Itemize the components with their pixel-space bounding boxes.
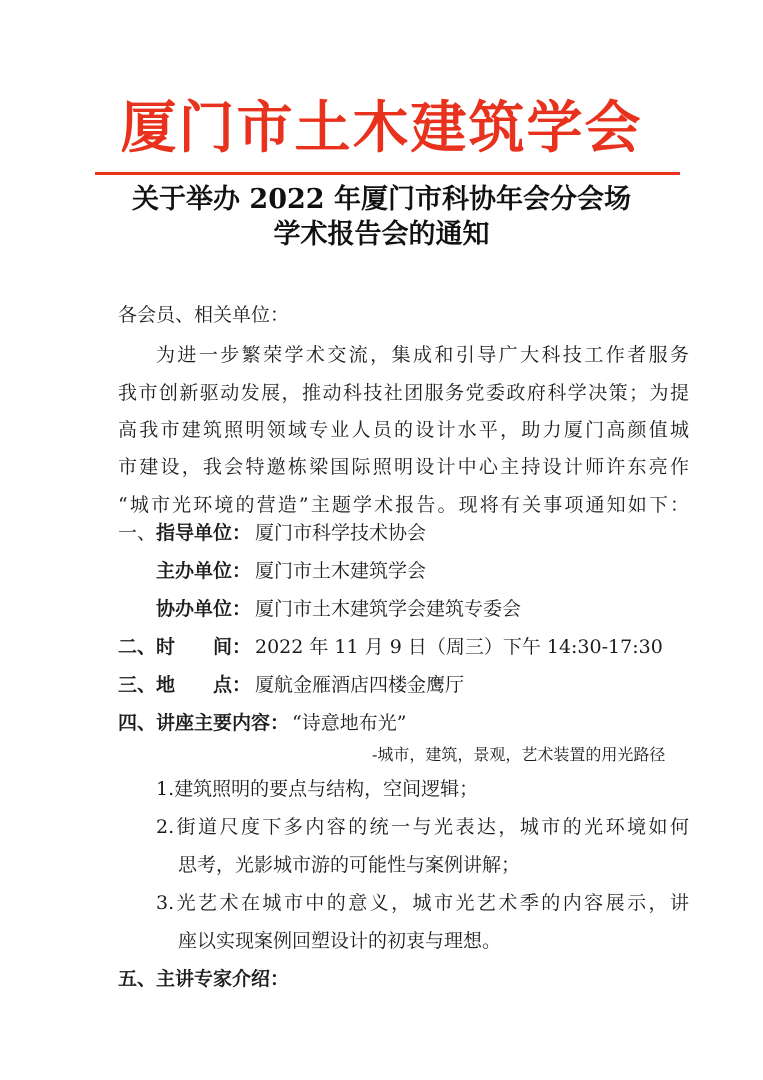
co-host-unit-value: 厦门市土木建筑学会建筑专委会: [255, 598, 522, 620]
lecture-theme: “诗意地布光”: [292, 712, 407, 734]
intro-line-2: 我市创新驱动发展，推动科技社团服务党委政府科学决策；为提: [118, 382, 689, 404]
letterhead-red-rule: [95, 172, 680, 175]
host-unit-value: 厦门市土木建筑学会: [255, 560, 427, 582]
lecture-item-1: 1.建筑照明的要点与结构，空间逻辑；: [156, 778, 479, 800]
lecture-item-3-line-2: 座以实现案例回塑设计的初衷与理想。: [178, 930, 502, 952]
section-4-number: 四、: [118, 712, 157, 734]
intro-line-4: 市建设，我会特邀栋梁国际照明设计中心主持设计师许东亮作: [118, 456, 689, 478]
guiding-unit-label: 指导单位：: [156, 522, 252, 544]
notice-title-line-2: 学术报告会的通知: [273, 219, 490, 250]
section-5-number: 五、: [118, 968, 157, 990]
speaker-intro-label: 主讲专家介绍：: [156, 968, 290, 990]
section-2-number: 二、: [118, 636, 157, 658]
salutation: 各会员、相关单位：: [118, 304, 290, 326]
section-1-number: 一、: [118, 522, 157, 544]
intro-line-1: 为进一步繁荣学术交流，集成和引导广大科技工作者服务: [156, 344, 689, 366]
guiding-unit-value: 厦门市科学技术协会: [255, 522, 427, 544]
intro-line-3: 高我市建筑照明领域专业人员的设计水平，助力厦门高颜值城: [118, 419, 689, 441]
host-unit-label: 主办单位：: [156, 560, 252, 582]
lecture-item-3-line-1: 3.光艺术在城市中的意义，城市光艺术季的内容展示，讲: [156, 892, 689, 914]
lecture-content-label: 讲座主要内容：: [156, 712, 290, 734]
intro-line-5: “城市光环境的营造”主题学术报告。现将有关事项通知如下：: [118, 494, 689, 516]
time-value: 2022 年 11 月 9 日（周三）下午 14:30-17:30: [255, 636, 663, 658]
organization-letterhead: 厦门市土木建筑学会: [120, 95, 643, 161]
venue-value: 厦航金雁酒店四楼金鹰厅: [255, 674, 465, 696]
section-3-number: 三、: [118, 674, 157, 696]
time-label: 时 间：: [156, 636, 252, 658]
lecture-item-2-line-1: 2.街道尺度下多内容的统一与光表达，城市的光环境如何: [156, 816, 689, 838]
lecture-subtitle: -城市，建筑，景观，艺术装置的用光路径: [372, 745, 666, 764]
lecture-item-2-line-2: 思考，光影城市游的可能性与案例讲解；: [178, 854, 521, 876]
co-host-unit-label: 协办单位：: [156, 598, 252, 620]
notice-title-line-1: 关于举办 2022 年厦门市科协年会分会场: [132, 184, 631, 215]
venue-label: 地 点：: [156, 674, 252, 696]
